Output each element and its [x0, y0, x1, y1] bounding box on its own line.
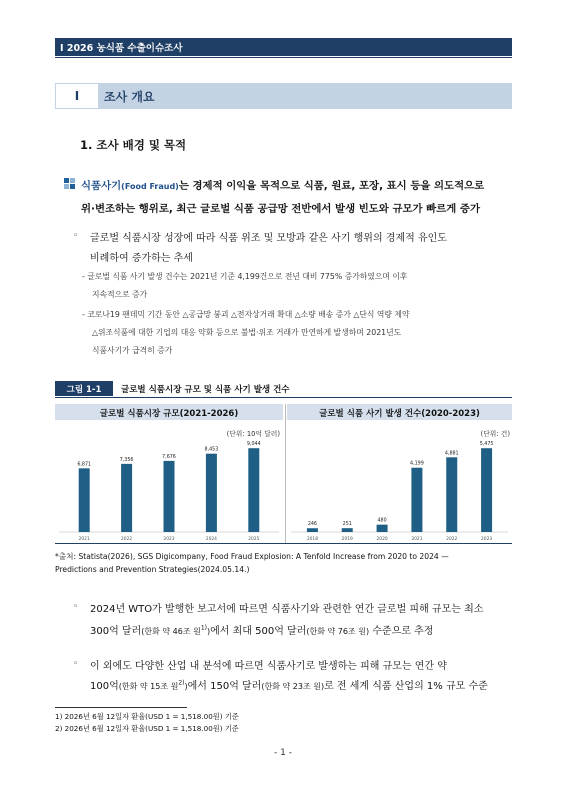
- figure-tag-label: 그림 1-1: [66, 385, 102, 395]
- running-header-title: Ⅰ 2026 농식품 수출이슈조사: [60, 43, 183, 54]
- point3-line-2: [90, 677, 488, 692]
- point1-dash1-line-1: - 글로벌 식품 사기 발생 건수는 2021년 기준 4,199건으로 전년 대비 775% 증가하였으며 이후: [82, 272, 408, 281]
- point1-line-1: 글로벌 식품시장 성장에 따라 식품 위조 및 모방과 같은 사기 행위의 경제적 유인도: [90, 233, 447, 244]
- point2-line-1: 2024년 WTO가 발행한 보고서에 따르면 식품사기와 관련한 연간 글로벌 피해 규모는 최소: [90, 604, 484, 615]
- figure-tag: [55, 381, 113, 396]
- chart-divider: [285, 404, 286, 543]
- footnote-1: 1) 2026년 6월 12일자 환율(USD 1 = 1,518.00원) 기준: [55, 712, 239, 721]
- chart2-unit: (단위: 건): [480, 430, 510, 438]
- footnote-ref-2: 2): [178, 679, 185, 687]
- chart-value-label: 246: [307, 522, 317, 528]
- chart-value-label: 7,356: [119, 457, 134, 463]
- point1-dash2-line-2: △위조식품에 대한 기업의 대응 약화 등으로 불법·위조 거래가 만연하게 발생하며 2021년도: [92, 328, 402, 337]
- chart-bar: [121, 464, 132, 532]
- chart-bar: [248, 448, 259, 532]
- chart-tick-label: 2022: [121, 537, 133, 542]
- chart-tick-label: 2021: [411, 537, 423, 542]
- chart-bar: [206, 454, 217, 532]
- lead-text-1: 는 경제적 이익을 목적으로 식품, 원료, 포장, 표시 등을 의도적으로: [178, 180, 485, 192]
- point1-dash2-line-1: - 코로나19 팬데믹 기간 동안 △공급망 붕괴 △전자상거래 확대 △소량 배송 증가 △단식 역량 제약: [82, 310, 410, 319]
- footnote-rule: [55, 707, 187, 708]
- section-title: 조사 개요: [104, 90, 155, 104]
- chart-value-label: 5,475: [479, 442, 494, 448]
- point1-line-2: 비례하여 증가하는 추세: [90, 253, 193, 264]
- source-line-1: *출처: Statista(2026), SGS Digicompany, Food Fraud Explosion: A Tenfold Increase from 2020 to 2024 —: [55, 552, 449, 561]
- chart-bar: [411, 468, 422, 532]
- chart-tick-label: 2022: [446, 537, 458, 542]
- footnote-2: 2) 2026년 6월 12일자 환율(USD 1 = 1,518.00원) 기준: [55, 724, 239, 733]
- section-number: Ⅰ: [74, 89, 80, 103]
- chart-bar: [481, 448, 492, 532]
- running-header: [55, 38, 512, 56]
- point3-min-amount: 100억: [90, 681, 119, 692]
- chart-value-label: 8,453: [204, 447, 219, 453]
- chart1-header: [55, 404, 283, 420]
- point2-max-amount: 에서 최대 500억 달러: [210, 626, 307, 637]
- footnote-ref-1: 1): [200, 624, 207, 632]
- circle-bullet: ◦: [73, 231, 79, 241]
- chart-value-label: 7,676: [162, 454, 176, 460]
- circle-bullet: ◦: [73, 659, 79, 669]
- chart-bar: [79, 468, 90, 532]
- chart-value-label: 480: [377, 518, 387, 524]
- chart-tick-label: 2024: [205, 537, 217, 542]
- figure-title: 글로벌 식품시장 규모 및 식품 사기 발생 건수: [121, 385, 290, 395]
- chart-tick-label: 2018: [306, 537, 319, 542]
- lead-line-2: 위·변조하는 행위로, 최근 글로벌 식품 공급망 전반에서 발생 빈도와 규모가 빠르게 증가: [81, 203, 480, 215]
- chart-bar: [164, 461, 175, 532]
- lead-term: 식품사기: [81, 180, 122, 192]
- chart-tick-label: 2019: [341, 537, 353, 542]
- chart-bar: [307, 528, 318, 532]
- point2-min-krw: (한화 약 46조 원: [141, 627, 201, 636]
- chart-value-label: 4,199: [410, 461, 424, 467]
- chart2-header: [287, 404, 512, 420]
- point1-dash2-line-3: 식품사기가 급격히 증가: [92, 346, 173, 355]
- chart-tick-label: 2020: [376, 537, 388, 542]
- chart-bar: [342, 528, 353, 532]
- chart-bottom-rule: [55, 543, 512, 544]
- page-number: - 1 -: [274, 748, 292, 758]
- chart-value-label: 4,881: [444, 451, 459, 457]
- chart-tick-label: 2023: [163, 537, 175, 542]
- point2-tail: 수준으로 추정: [369, 626, 434, 637]
- point1-dash1-line-2: 지속적으로 증가: [92, 290, 148, 299]
- chart-tick-label: 2021: [78, 537, 90, 542]
- point3-max-amount: 에서 150억 달러: [187, 681, 262, 692]
- point3-line-1: 이 외에도 다양한 산업 내 분석에 따르면 식품사기로 발생하는 피해 규모는 연간 약: [90, 661, 447, 672]
- lead-term-english: (Food Fraud): [121, 182, 179, 191]
- point2-min-amount: 300억 달러: [90, 626, 142, 637]
- chart-bar: [377, 525, 388, 532]
- chart-tick-label: 2025: [248, 537, 260, 542]
- header-rule: [55, 57, 512, 58]
- circle-bullet: ◦: [73, 602, 79, 612]
- chart2-fraud-cases: [287, 436, 512, 542]
- square-bullet-icon: [64, 178, 75, 189]
- chart1-unit: (단위: 10억 달러): [226, 430, 280, 438]
- section-number-box: [55, 83, 99, 109]
- point2-line-2: [90, 622, 433, 637]
- point3-max-krw: (한화 약 23조 원): [261, 682, 325, 691]
- point3-paren: ): [184, 682, 188, 691]
- point3-min-krw: (한화 약 15조 원: [118, 682, 179, 691]
- figure-rule: [55, 397, 512, 398]
- section-bar: [55, 83, 512, 109]
- point3-tail: 로 전 세계 식품 산업의 1% 규모 수준: [324, 681, 488, 692]
- chart2-title: 글로벌 식품 사기 발생 건수(2020-2023): [319, 409, 480, 419]
- subsection-title: 1. 조사 배경 및 목적: [80, 138, 187, 152]
- source-line-2: Predictions and Prevention Strategies(2024.05.14.): [55, 565, 250, 574]
- chart-bar: [446, 457, 457, 532]
- chart-value-label: 251: [342, 522, 352, 528]
- point2-max-krw: (한화 약 76조 원): [306, 627, 370, 636]
- chart-value-label: 6,871: [77, 462, 92, 468]
- lead-line-1: [81, 177, 484, 192]
- chart1-market-size: [55, 436, 283, 542]
- chart-value-label: 9,044: [246, 442, 261, 448]
- point2-paren: ): [207, 627, 211, 636]
- chart1-title: 글로벌 식품시장 규모(2021-2026): [99, 409, 239, 419]
- chart-tick-label: 2023: [480, 537, 493, 542]
